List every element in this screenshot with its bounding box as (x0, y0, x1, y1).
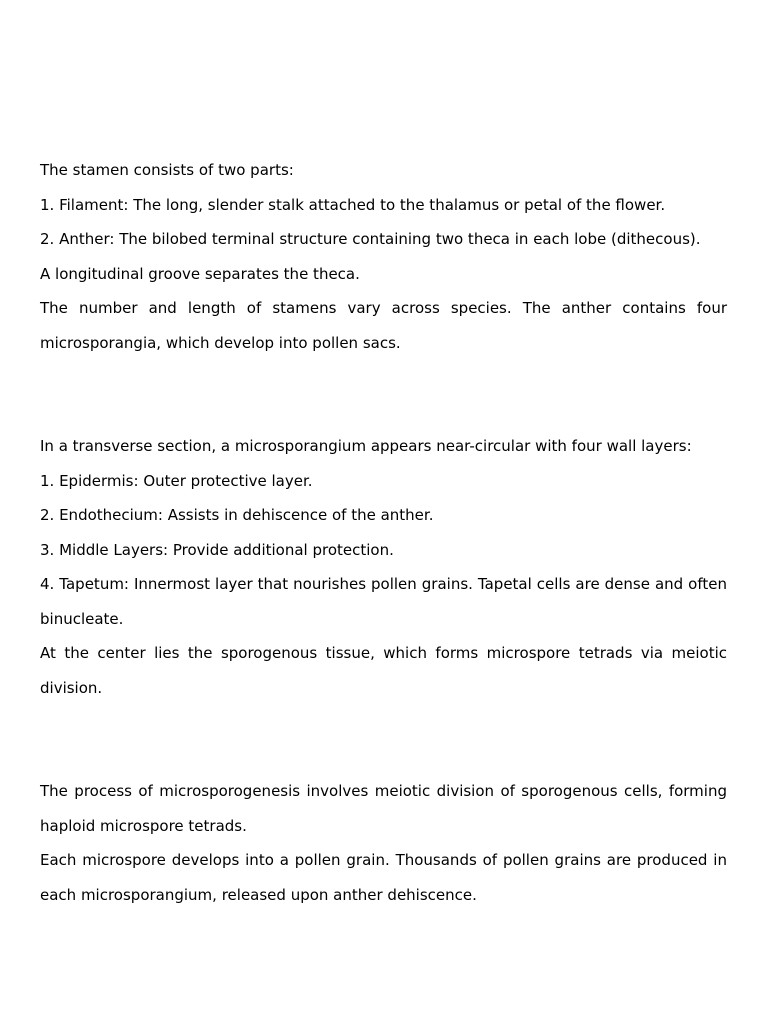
section-microsporogenesis (40, 774, 727, 912)
paragraph: In a transverse section, a microsporangium appears near-circular with four wall layers: (40, 437, 692, 455)
paragraph: 4. Tapetum: Innermost layer that nourishes pollen grains. Tapetal cells are dense and often binucleate. (40, 575, 727, 628)
paragraph: A longitudinal groove separates the theca. (40, 264, 360, 283)
paragraph: At the center lies the sporogenous tissue, which forms microspore tetrads via meiotic division. (40, 644, 727, 697)
paragraph: Each microspore develops into a pollen grain. Thousands of pollen grains are produced in each microsporangium, released upon anther dehiscence. (40, 851, 727, 904)
section-microsporangium (40, 429, 727, 705)
section-stamen-structure (40, 153, 727, 360)
document-body (40, 153, 727, 912)
paragraph: 3. Middle Layers: Provide additional protection. (40, 540, 394, 559)
paragraph: The process of microsporogenesis involves meiotic division of sporogenous cells, forming haploid microspore tetrads. (40, 782, 727, 835)
paragraph: The number and length of stamens vary across species. The anther contains four microsporangia, which develop into pollen sacs. (40, 299, 727, 352)
paragraph: 1. Filament: The long, slender stalk attached to the thalamus or petal of the flower. (40, 195, 666, 214)
paragraph: The stamen consists of two parts: (40, 161, 294, 179)
paragraph: 2. Endothecium: Assists in dehiscence of the anther. (40, 506, 434, 524)
paragraph: 2. Anther: The bilobed terminal structure containing two theca in each lobe (dithecous). (40, 230, 701, 248)
paragraph: 1. Epidermis: Outer protective layer. (40, 471, 313, 490)
